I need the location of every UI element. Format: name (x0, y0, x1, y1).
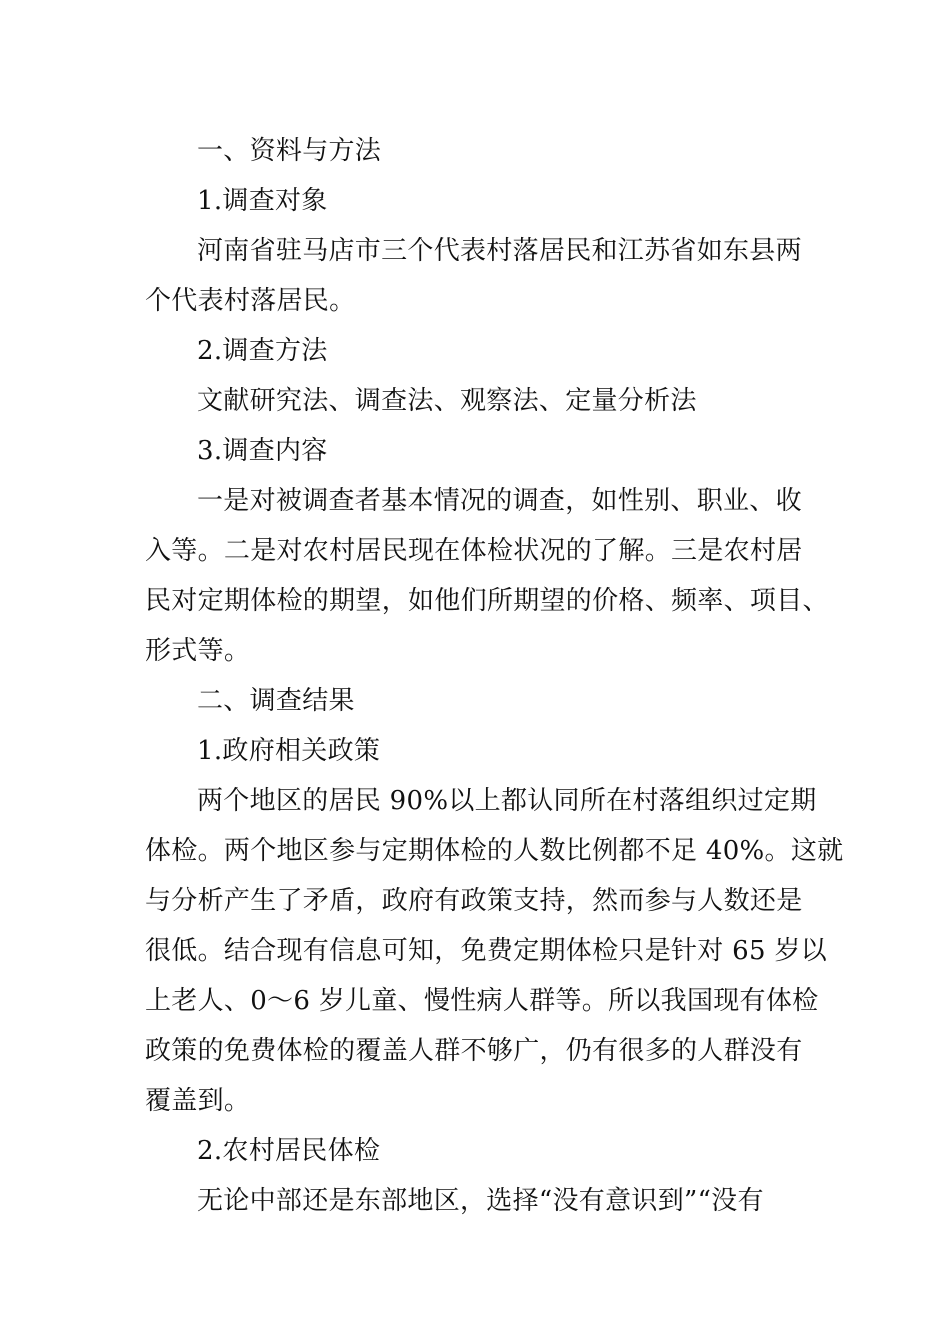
paragraph-line: 入等。二是对农村居民现在体检状况的了解。三是农村居 (145, 536, 803, 566)
paragraph-line: 两个地区的居民 90%以上都认同所在村落组织过定期 (197, 786, 817, 816)
paragraph-line: 很低。结合现有信息可知，免费定期体检只是针对 65 岁以 (145, 936, 828, 966)
subheading-survey-subjects: 1.调查对象 (197, 186, 328, 216)
paragraph-line: 无论中部还是东部地区，选择“没有意识到”“没有 (197, 1186, 764, 1216)
paragraph-line: 体检。两个地区参与定期体检的人数比例都不足 40%。这就 (145, 836, 844, 866)
paragraph-line: 民对定期体检的期望，如他们所期望的价格、频率、项目、 (145, 586, 829, 616)
subheading-government-policy: 1.政府相关政策 (197, 736, 381, 766)
paragraph-line: 上老人、0～6 岁儿童、慢性病人群等。所以我国现有体检 (145, 986, 819, 1016)
subheading-survey-methods: 2.调查方法 (197, 336, 328, 366)
subheading-rural-checkup: 2.农村居民体检 (197, 1136, 381, 1166)
paragraph-line: 个代表村落居民。 (145, 286, 356, 316)
document-body (145, 126, 844, 1226)
paragraph-line: 文献研究法、调查法、观察法、定量分析法 (197, 386, 697, 416)
paragraph-line: 与分析产生了矛盾，政府有政策支持，然而参与人数还是 (145, 886, 803, 916)
section-heading-materials-methods: 一、资料与方法 (197, 136, 382, 166)
paragraph-line: 形式等。 (145, 636, 251, 666)
subheading-survey-content: 3.调查内容 (197, 436, 328, 466)
paragraph-line: 一是对被调查者基本情况的调查，如性别、职业、收 (197, 486, 802, 516)
section-heading-survey-results: 二、调查结果 (197, 686, 355, 716)
paragraph-line: 覆盖到。 (145, 1086, 251, 1116)
paragraph-line: 河南省驻马店市三个代表村落居民和江苏省如东县两 (197, 236, 802, 266)
paragraph-line: 政策的免费体检的覆盖人群不够广，仍有很多的人群没有 (145, 1036, 803, 1066)
